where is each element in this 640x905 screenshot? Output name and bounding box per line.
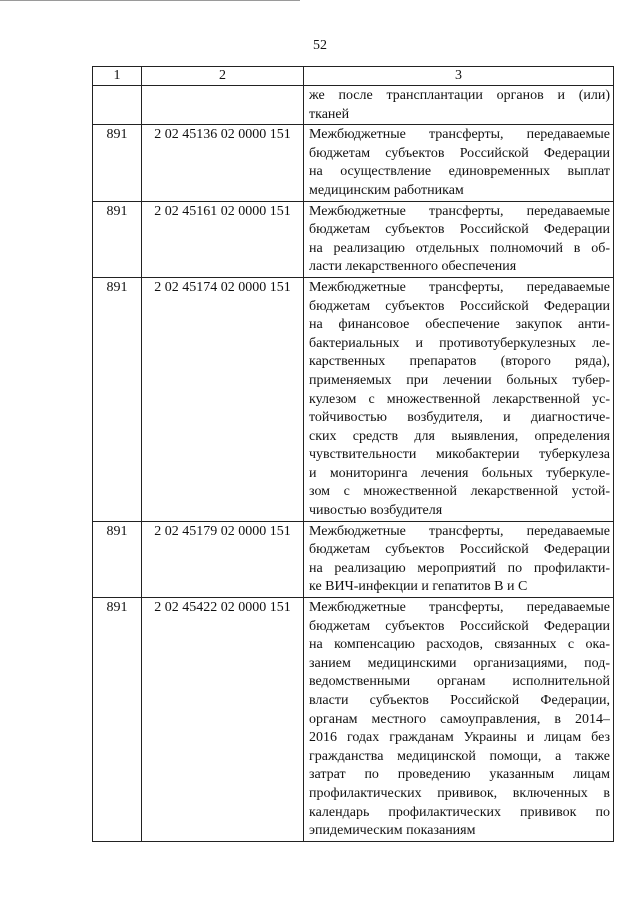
table-row xyxy=(93,521,614,597)
description-line: Межбюджетные трансферты, передаваемые xyxy=(309,600,610,616)
admin-code-cell: 891 xyxy=(93,125,142,201)
budget-code-cell: 2 02 45161 02 0000 151 xyxy=(142,201,304,277)
description-line: бюджетам субъектов Российской Федерации xyxy=(309,222,610,238)
description-cell xyxy=(304,201,614,277)
description-line: на финансовое обеспечение закупок анти- xyxy=(309,317,610,333)
admin-code-cell: 891 xyxy=(93,277,142,521)
description-line: на осуществление единовременных выплат xyxy=(309,164,610,180)
description-line: бюджетам субъектов Российской Федерации xyxy=(309,542,610,558)
table-header-row xyxy=(93,67,614,86)
description-line: и мониторинга лечения больных туберкуле- xyxy=(309,465,610,481)
description-line: медицинским работникам xyxy=(309,182,464,198)
top-rule xyxy=(0,0,300,1)
description-cell xyxy=(304,277,614,521)
column-header-3: 3 xyxy=(304,67,614,86)
description-line: ке ВИЧ-инфекции и гепатитов B и C xyxy=(309,579,528,595)
description-line: же после трансплантации органов и (или) xyxy=(309,88,610,103)
description-line: ведомственными органам исполнительной xyxy=(309,674,610,690)
admin-code-cell: 891 xyxy=(93,201,142,277)
description-line: календарь профилактических прививок по xyxy=(309,804,610,820)
description-line: чувствительности микобактерии туберкулеза xyxy=(309,447,610,463)
description-line: занием медицинскими организациями, под- xyxy=(309,655,610,671)
description-line: Межбюджетные трансферты, передаваемые xyxy=(309,523,610,539)
description-line: Межбюджетные трансферты, передаваемые xyxy=(309,279,610,295)
description-line: тканей xyxy=(309,106,350,122)
description-line: на реализацию мероприятий по профилакти- xyxy=(309,560,610,576)
description-line: карственных препаратов (второго ряда), xyxy=(309,354,610,370)
description-line: профилактических прививок, включенных в xyxy=(309,785,610,801)
budget-code-cell: 2 02 45422 02 0000 151 xyxy=(142,598,304,842)
description-line: затрат по проведению указанным лицам xyxy=(309,767,610,783)
description-cell xyxy=(304,521,614,597)
description-line: на компенсацию расходов, связанных с ока- xyxy=(309,637,610,653)
description-line: бактериальных и противотуберкулезных ле- xyxy=(309,335,610,351)
description-line: ских средств для выявления, определения xyxy=(309,428,610,444)
budget-code-cell: 2 02 45179 02 0000 151 xyxy=(142,521,304,597)
budget-code-cell: 2 02 45136 02 0000 151 xyxy=(142,125,304,201)
description-line: 2016 годах гражданам Украины и лицам без xyxy=(309,730,610,746)
description-line: чивостью возбудителя xyxy=(309,503,443,519)
table-row xyxy=(93,86,614,125)
description-line: гражданства медицинской помощи, а также xyxy=(309,748,610,764)
description-line: Межбюджетные трансферты, передаваемые xyxy=(309,203,610,219)
description-cell xyxy=(304,125,614,201)
admin-code-cell: 891 xyxy=(93,521,142,597)
description-line: власти субъектов Российской Федерации, xyxy=(309,693,610,708)
description-line: тойчивостью возбудителя, и диагностиче- xyxy=(309,410,610,426)
table-body xyxy=(93,67,614,842)
description-line: бюджетам субъектов Российской Федерации xyxy=(309,618,610,634)
budget-code-cell xyxy=(142,86,304,125)
column-header-2: 2 xyxy=(142,67,304,86)
budget-code-cell: 2 02 45174 02 0000 151 xyxy=(142,277,304,521)
description-line: кулезом с множественной лекарственной ус- xyxy=(309,391,610,407)
page-number: 52 xyxy=(313,38,327,53)
description-line: эпидемическим показаниям xyxy=(309,823,476,839)
description-cell xyxy=(304,598,614,842)
description-cell xyxy=(304,86,614,125)
description-line: на реализацию отдельных полномочий в об- xyxy=(309,240,610,256)
description-line: бюджетам субъектов Российской Федерации xyxy=(309,298,610,314)
description-line: применяемых при лечении больных тубер- xyxy=(309,372,610,388)
admin-code-cell xyxy=(93,86,142,125)
admin-code-cell: 891 xyxy=(93,598,142,842)
table-row xyxy=(93,598,614,842)
table-row xyxy=(93,201,614,277)
description-line: ласти лекарственного обеспечения xyxy=(309,259,517,275)
description-line: органам местного самоуправления, в 2014– xyxy=(309,711,610,727)
table-row xyxy=(93,277,614,521)
description-line: бюджетам субъектов Российской Федерации xyxy=(309,145,610,161)
description-line: Межбюджетные трансферты, передаваемые xyxy=(309,127,610,143)
table-row xyxy=(93,125,614,201)
column-header-1: 1 xyxy=(93,67,142,86)
description-line: зом с множественной лекарственной устой- xyxy=(309,484,610,500)
budget-codes-table xyxy=(92,66,614,842)
